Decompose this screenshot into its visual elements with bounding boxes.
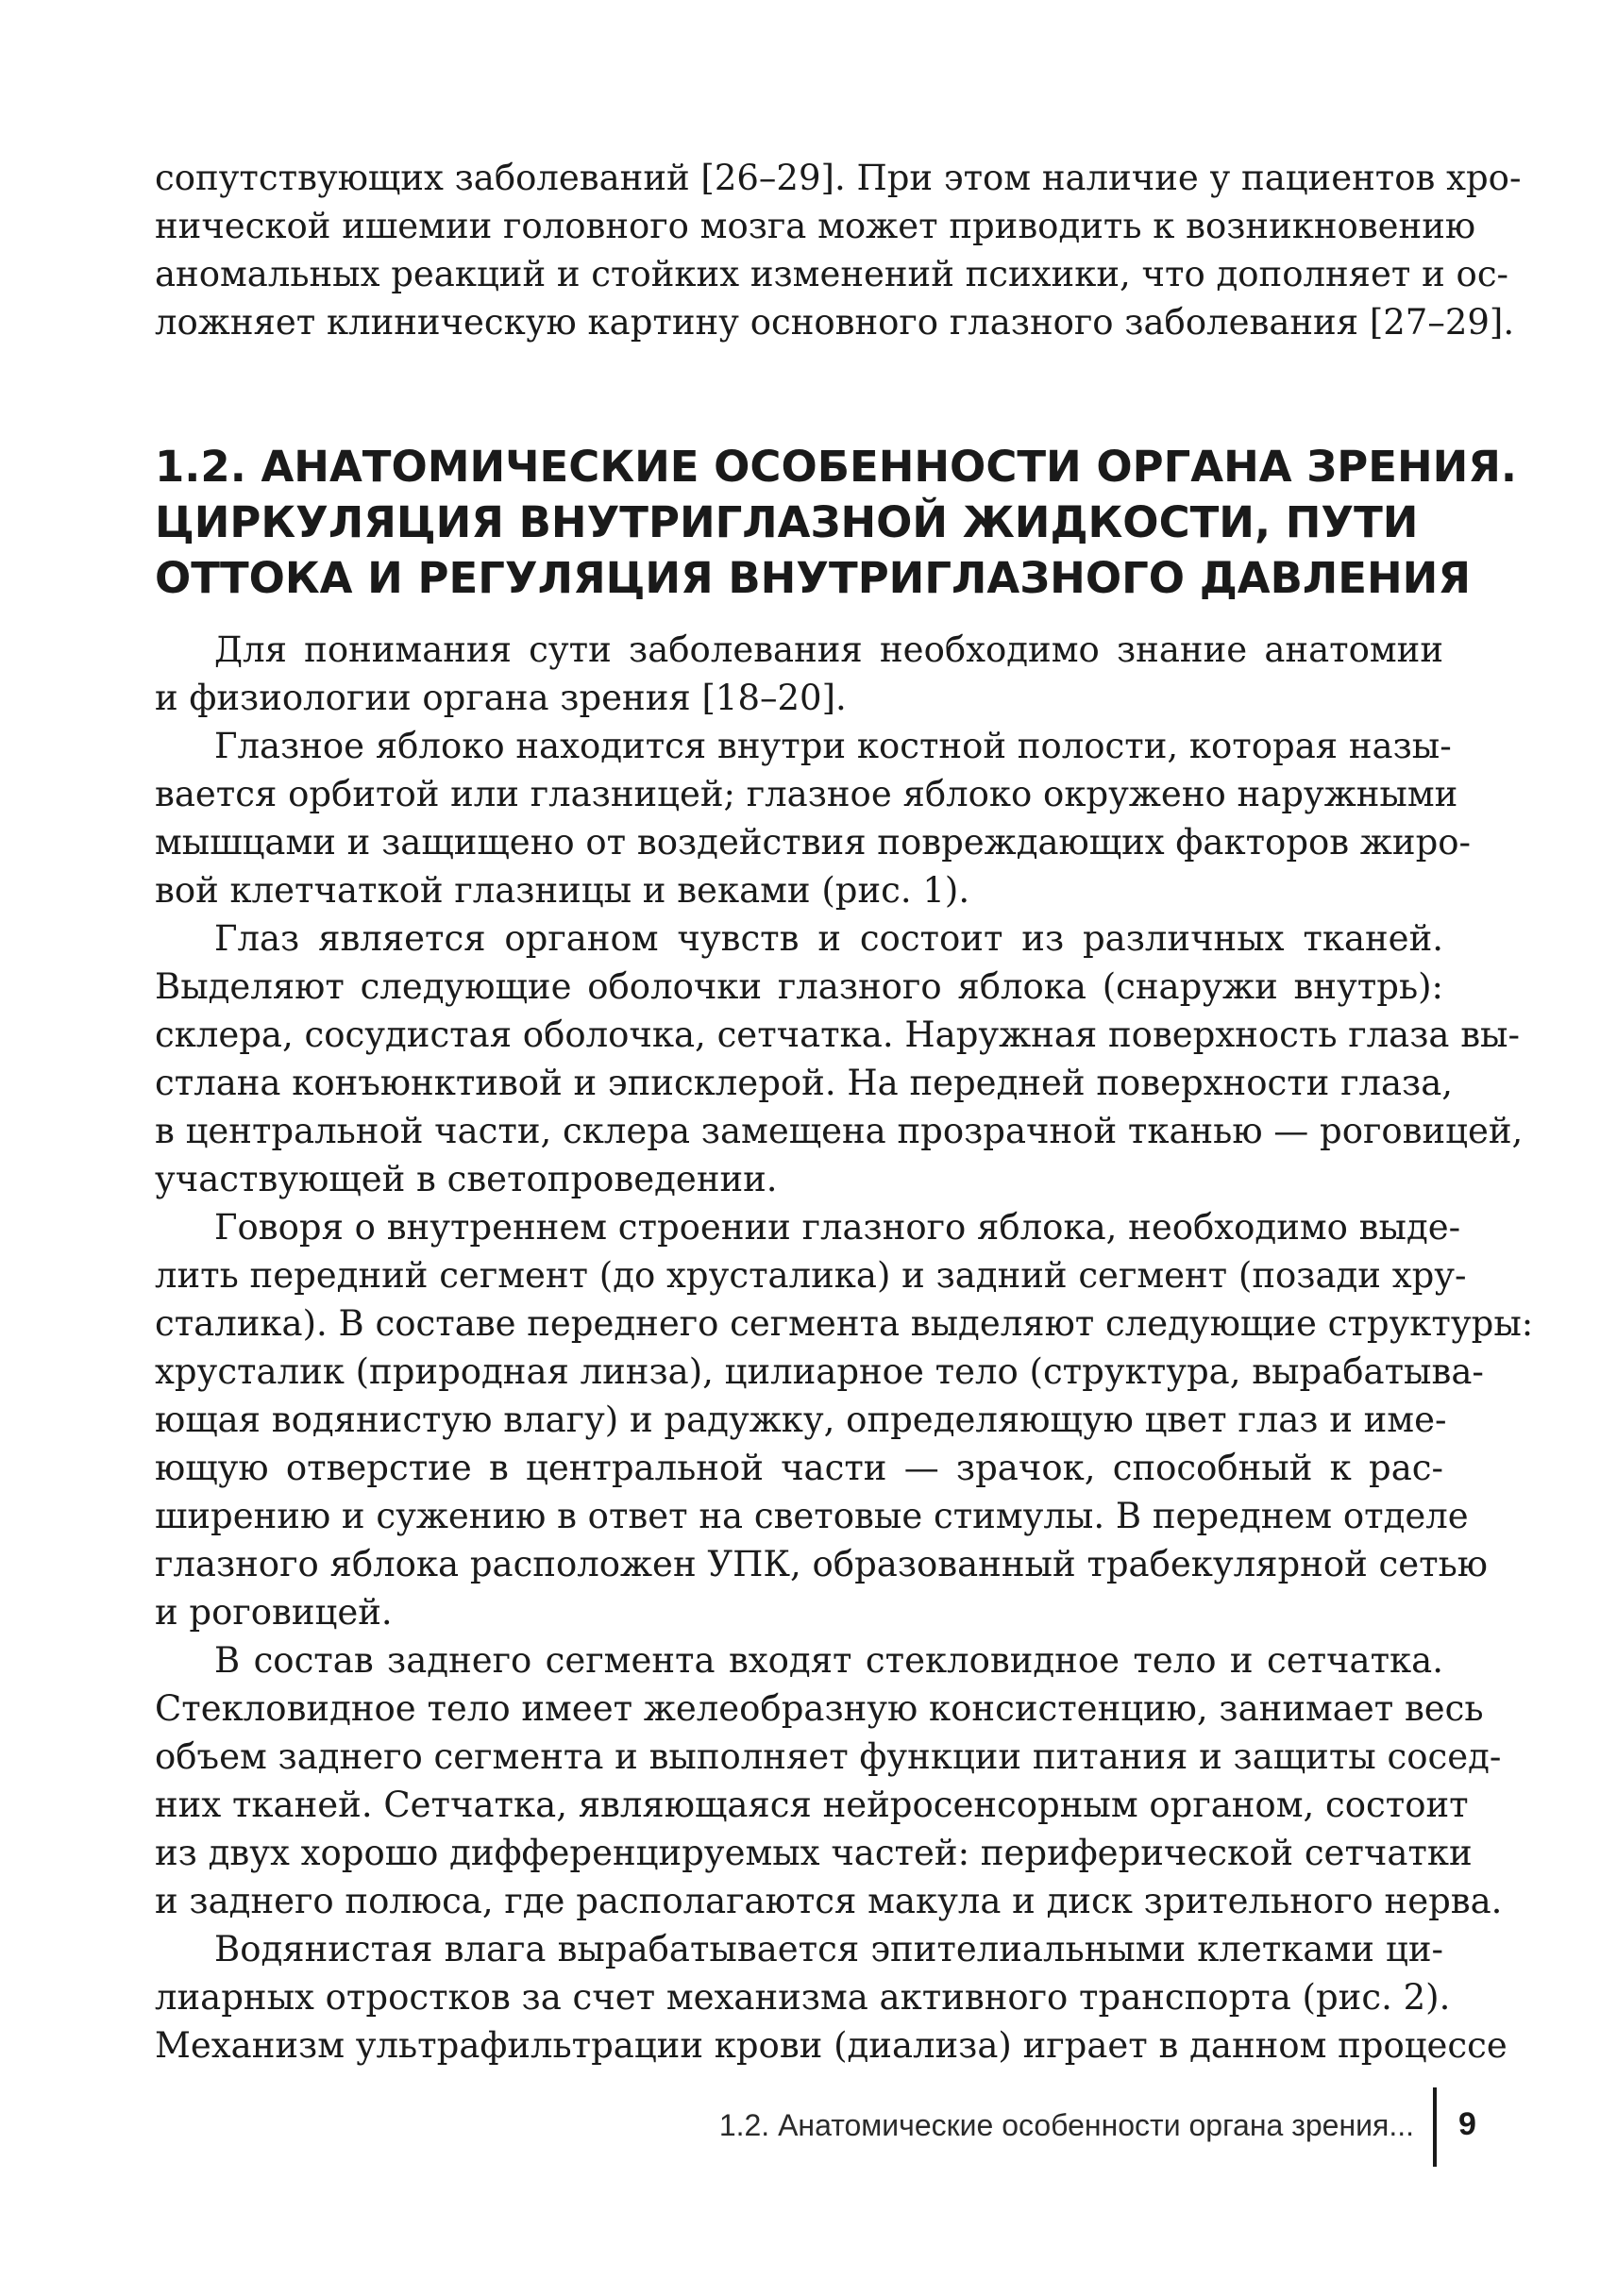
text-line: нической ишемии головного мозга может приводить к возникновению bbox=[155, 206, 1476, 246]
page-number: 9 bbox=[1458, 2106, 1476, 2142]
paragraph-3 bbox=[155, 914, 1524, 1203]
text-line: Выделяют следующие оболочки глазного яблока (снаружи внутрь): bbox=[155, 966, 1443, 1007]
paragraph-6 bbox=[155, 1925, 1508, 2070]
text-line: склера, сосудистая оболочка, сетчатка. Наружная поверхность глаза вы- bbox=[155, 1014, 1520, 1055]
text-line: лиарных отростков за счет механизма активного транспорта (рис. 2). bbox=[155, 1977, 1451, 2018]
text-line: хрусталик (природная линза), цилиарное тело (структура, вырабатыва- bbox=[155, 1351, 1484, 1392]
text-line: В состав заднего сегмента входят стекловидное тело и сетчатка. bbox=[214, 1640, 1443, 1681]
body-text bbox=[155, 626, 1534, 2070]
paragraph-2 bbox=[155, 722, 1472, 914]
text-line: Механизм ультрафильтрации крови (диализа) играет в данном процессе bbox=[155, 2025, 1508, 2066]
heading-line: 1.2. АНАТОМИЧЕСКИЕ ОСОБЕННОСТИ ОРГАНА ЗРЕНИЯ. bbox=[155, 442, 1518, 492]
text-line: участвующей в светопроведении. bbox=[155, 1159, 778, 1199]
text-line: них тканей. Сетчатка, являющаяся нейросенсорным органом, состоит bbox=[155, 1785, 1469, 1825]
text-line: вой клетчаткой глазницы и веками (рис. 1). bbox=[155, 870, 970, 911]
footer-divider bbox=[1433, 2087, 1437, 2167]
intro-paragraph bbox=[155, 154, 1522, 346]
text-line: сопутствующих заболеваний [26–29]. При этом наличие у пациентов хро- bbox=[155, 158, 1522, 198]
text-line: объем заднего сегмента и выполняет функции питания и защиты сосед- bbox=[155, 1736, 1502, 1777]
heading-line: ЦИРКУЛЯЦИЯ ВНУТРИГЛАЗНОЙ ЖИДКОСТИ, ПУТИ bbox=[155, 497, 1419, 547]
paragraph-5 bbox=[155, 1636, 1503, 1925]
text-line: и физиологии органа зрения [18–20]. bbox=[155, 678, 847, 718]
text-line: ложняет клиническую картину основного глазного заболевания [27–29]. bbox=[155, 302, 1515, 343]
text-line: ющая водянистую влагу) и радужку, определяющую цвет глаз и име- bbox=[155, 1399, 1447, 1440]
text-line: Говоря о внутреннем строении глазного яблока, необходимо выде- bbox=[214, 1207, 1461, 1248]
text-line: Стекловидное тело имеет желеобразную консистенцию, занимает весь bbox=[155, 1688, 1484, 1729]
text-line: ширению и сужению в ответ на световые стимулы. В переднем отделе bbox=[155, 1496, 1469, 1536]
text-line: стлана конъюнктивой и эписклерой. На передней поверхности глаза, bbox=[155, 1063, 1454, 1103]
text-line: мышцами и защищено от воздействия повреждающих факторов жиро- bbox=[155, 822, 1472, 863]
paragraph-4 bbox=[155, 1203, 1534, 1636]
text-line: Глаз является органом чувств и состоит из различных тканей. bbox=[214, 918, 1443, 959]
text-line: Водянистая влага вырабатывается эпителиальными клетками ци- bbox=[214, 1929, 1443, 1969]
text-line: в центральной части, склера замещена прозрачной тканью — роговицей, bbox=[155, 1111, 1524, 1151]
heading-line: ОТТОКА И РЕГУЛЯЦИЯ ВНУТРИГЛАЗНОГО ДАВЛЕНИЯ bbox=[155, 553, 1471, 603]
text-line: Глазное яблоко находится внутри костной полости, которая назы- bbox=[214, 726, 1452, 766]
text-line: лить передний сегмент (до хрусталика) и задний сегмент (позади хру- bbox=[155, 1255, 1467, 1296]
text-line: аномальных реакций и стойких изменений психики, что дополняет и ос- bbox=[155, 254, 1509, 294]
text-line: вается орбитой или глазницей; глазное яблоко окружено наружными bbox=[155, 774, 1458, 814]
text-line: ющую отверстие в центральной части — зрачок, способный к рас- bbox=[155, 1448, 1443, 1488]
text-line: глазного яблока расположен УПК, образованный трабекулярной сетью bbox=[155, 1544, 1488, 1584]
text-line: и заднего полюса, где располагаются макула и диск зрительного нерва. bbox=[155, 1881, 1503, 1921]
text-line: Для понимания сути заболевания необходимо знание анатомии bbox=[214, 629, 1443, 670]
text-line: из двух хорошо дифференцируемых частей: периферической сетчатки bbox=[155, 1833, 1473, 1873]
paragraph-1 bbox=[155, 626, 1443, 722]
section-heading bbox=[155, 439, 1518, 606]
text-line: и роговицей. bbox=[155, 1592, 393, 1633]
running-footer-title: 1.2. Анатомические особенности органа зрения... bbox=[718, 2108, 1414, 2142]
text-line: сталика). В составе переднего сегмента выделяют следующие структуры: bbox=[155, 1303, 1534, 1344]
